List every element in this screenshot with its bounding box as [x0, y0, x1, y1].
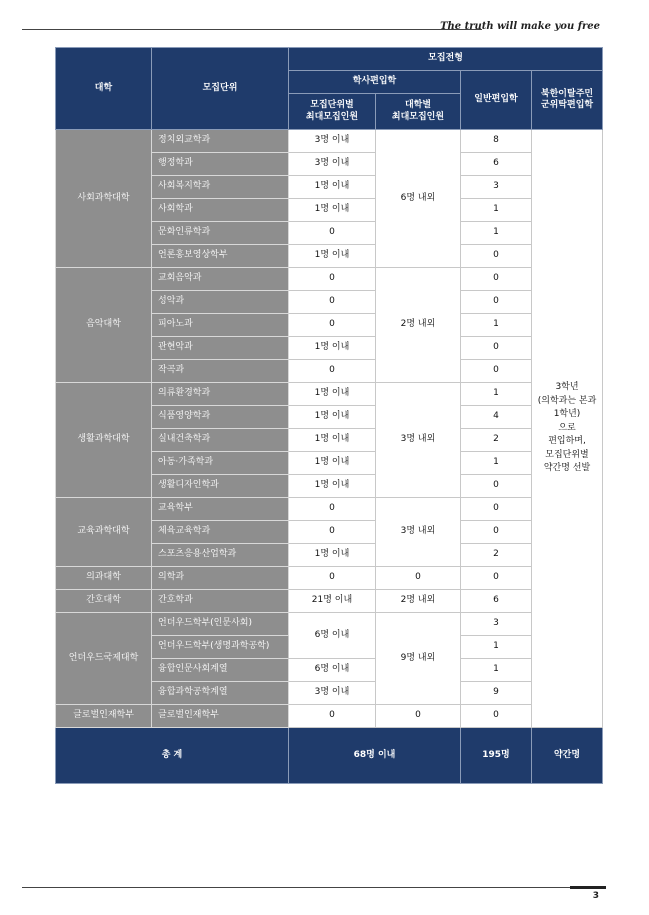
- header-type: 모집전형: [289, 48, 603, 71]
- unit-cell: 언론홍보영상학부: [152, 245, 289, 268]
- general-cell: 1: [461, 199, 532, 222]
- general-cell: 3: [461, 176, 532, 199]
- header-motto: The truth will make you free: [440, 21, 600, 32]
- per-univ-max-cell: 3명 내외: [376, 498, 461, 567]
- unit-cell: 작곡과: [152, 360, 289, 383]
- per-univ-max-cell: 0: [376, 705, 461, 728]
- general-cell: 4: [461, 406, 532, 429]
- per-unit-max-cell: 3명 이내: [289, 682, 376, 705]
- unit-cell: 생활디자인학과: [152, 475, 289, 498]
- per-unit-max-cell: 6명 이내: [289, 613, 376, 659]
- admission-table: [55, 47, 603, 784]
- general-cell: 9: [461, 682, 532, 705]
- header-general: 일반편입학: [461, 71, 532, 130]
- univ-cell: 교육과학대학: [56, 498, 152, 567]
- general-cell: 1: [461, 383, 532, 406]
- general-cell: 0: [461, 521, 532, 544]
- general-cell: 0: [461, 705, 532, 728]
- unit-cell: 사회복지학과: [152, 176, 289, 199]
- general-cell: 1: [461, 314, 532, 337]
- per-unit-max-cell: 0: [289, 314, 376, 337]
- general-cell: 6: [461, 590, 532, 613]
- per-unit-max-cell: 3명 이내: [289, 130, 376, 153]
- table-row: [56, 705, 603, 728]
- general-cell: 0: [461, 337, 532, 360]
- general-cell: 0: [461, 291, 532, 314]
- univ-cell: 사회과학대학: [56, 130, 152, 268]
- per-unit-max-cell: 0: [289, 222, 376, 245]
- per-unit-max-cell: 1명 이내: [289, 383, 376, 406]
- per-univ-max-cell: 0: [376, 567, 461, 590]
- per-unit-max-cell: 1명 이내: [289, 199, 376, 222]
- header-univ: 대학: [56, 48, 152, 130]
- page-number-bar: [570, 886, 606, 889]
- bottom-rule: [22, 887, 606, 888]
- general-cell: 0: [461, 567, 532, 590]
- general-cell: 0: [461, 268, 532, 291]
- univ-cell: 언더우드국제대학: [56, 613, 152, 705]
- unit-cell: 체육교육학과: [152, 521, 289, 544]
- unit-cell: 언더우드학부(생명과학공학): [152, 636, 289, 659]
- unit-cell: 간호학과: [152, 590, 289, 613]
- unit-cell: 융합과학공학계열: [152, 682, 289, 705]
- per-univ-max-cell: 2명 내외: [376, 590, 461, 613]
- per-unit-max-cell: 1명 이내: [289, 176, 376, 199]
- per-unit-max-cell: 1명 이내: [289, 452, 376, 475]
- unit-cell: 교회음악과: [152, 268, 289, 291]
- per-unit-max-cell: 3명 이내: [289, 153, 376, 176]
- per-unit-max-cell: 1명 이내: [289, 544, 376, 567]
- unit-cell: 글로벌인재학부: [152, 705, 289, 728]
- general-cell: 1: [461, 222, 532, 245]
- general-cell: 0: [461, 475, 532, 498]
- per-univ-max-cell: 9명 내외: [376, 613, 461, 705]
- unit-cell: 실내건축학과: [152, 429, 289, 452]
- per-unit-max-cell: 0: [289, 498, 376, 521]
- table-row: [56, 383, 603, 406]
- total-nk: 약간명: [532, 728, 603, 784]
- total-bachelor: 68명 이내: [289, 728, 461, 784]
- general-cell: 1: [461, 659, 532, 682]
- per-unit-max-cell: 0: [289, 705, 376, 728]
- per-unit-max-cell: 0: [289, 268, 376, 291]
- general-cell: 0: [461, 498, 532, 521]
- general-cell: 6: [461, 153, 532, 176]
- per-unit-max-cell: 1명 이내: [289, 406, 376, 429]
- general-cell: 0: [461, 360, 532, 383]
- table-row: [56, 613, 603, 636]
- general-cell: 1: [461, 452, 532, 475]
- unit-cell: 사회학과: [152, 199, 289, 222]
- per-unit-max-cell: 21명 이내: [289, 590, 376, 613]
- general-cell: 0: [461, 245, 532, 268]
- general-cell: 8: [461, 130, 532, 153]
- unit-cell: 성악과: [152, 291, 289, 314]
- per-unit-max-cell: 0: [289, 360, 376, 383]
- top-rule: [22, 29, 482, 30]
- per-univ-max-cell: 2명 내외: [376, 268, 461, 383]
- table-row: [56, 130, 603, 153]
- header-unit: 모집단위: [152, 48, 289, 130]
- univ-cell: 음악대학: [56, 268, 152, 383]
- table-row: [56, 498, 603, 521]
- table-row: [56, 590, 603, 613]
- unit-cell: 관현악과: [152, 337, 289, 360]
- univ-cell: 간호대학: [56, 590, 152, 613]
- total-row: [56, 728, 603, 784]
- unit-cell: 행정학과: [152, 153, 289, 176]
- per-univ-max-cell: 6명 내외: [376, 130, 461, 268]
- header-nk: 북한이탈주민 군위탁편입학: [532, 71, 603, 130]
- page-number: 3: [592, 891, 599, 901]
- unit-cell: 피아노과: [152, 314, 289, 337]
- per-unit-max-cell: 1명 이내: [289, 337, 376, 360]
- unit-cell: 교육학부: [152, 498, 289, 521]
- header-per-univ: 대학별 최대모집인원: [376, 94, 461, 130]
- per-unit-max-cell: 0: [289, 291, 376, 314]
- unit-cell: 의류환경학과: [152, 383, 289, 406]
- unit-cell: 정치외교학과: [152, 130, 289, 153]
- per-unit-max-cell: 1명 이내: [289, 245, 376, 268]
- univ-cell: 의과대학: [56, 567, 152, 590]
- per-univ-max-cell: 3명 내외: [376, 383, 461, 498]
- general-cell: 1: [461, 636, 532, 659]
- total-general: 195명: [461, 728, 532, 784]
- unit-cell: 문화인류학과: [152, 222, 289, 245]
- header-per-unit: 모집단위별 최대모집인원: [289, 94, 376, 130]
- general-cell: 2: [461, 544, 532, 567]
- per-unit-max-cell: 0: [289, 521, 376, 544]
- unit-cell: 식품영양학과: [152, 406, 289, 429]
- univ-cell: 생활과학대학: [56, 383, 152, 498]
- unit-cell: 언더우드학부(인문사회): [152, 613, 289, 636]
- per-unit-max-cell: 1명 이내: [289, 429, 376, 452]
- per-unit-max-cell: 0: [289, 567, 376, 590]
- unit-cell: 아동·가족학과: [152, 452, 289, 475]
- general-cell: 3: [461, 613, 532, 636]
- table-row: [56, 268, 603, 291]
- total-label: 총 계: [56, 728, 289, 784]
- table-row: [56, 567, 603, 590]
- nk-note-cell: 3학년 (의학과는 본과 1학년) 으로 편입하며, 모집단위별 약간명 선발: [532, 130, 603, 728]
- unit-cell: 융합인문사회계열: [152, 659, 289, 682]
- per-unit-max-cell: 1명 이내: [289, 475, 376, 498]
- unit-cell: 의학과: [152, 567, 289, 590]
- general-cell: 2: [461, 429, 532, 452]
- per-unit-max-cell: 6명 이내: [289, 659, 376, 682]
- unit-cell: 스포츠응용산업학과: [152, 544, 289, 567]
- header-bachelor: 학사편입학: [289, 71, 461, 94]
- univ-cell: 글로벌인재학부: [56, 705, 152, 728]
- table-body: [56, 130, 603, 728]
